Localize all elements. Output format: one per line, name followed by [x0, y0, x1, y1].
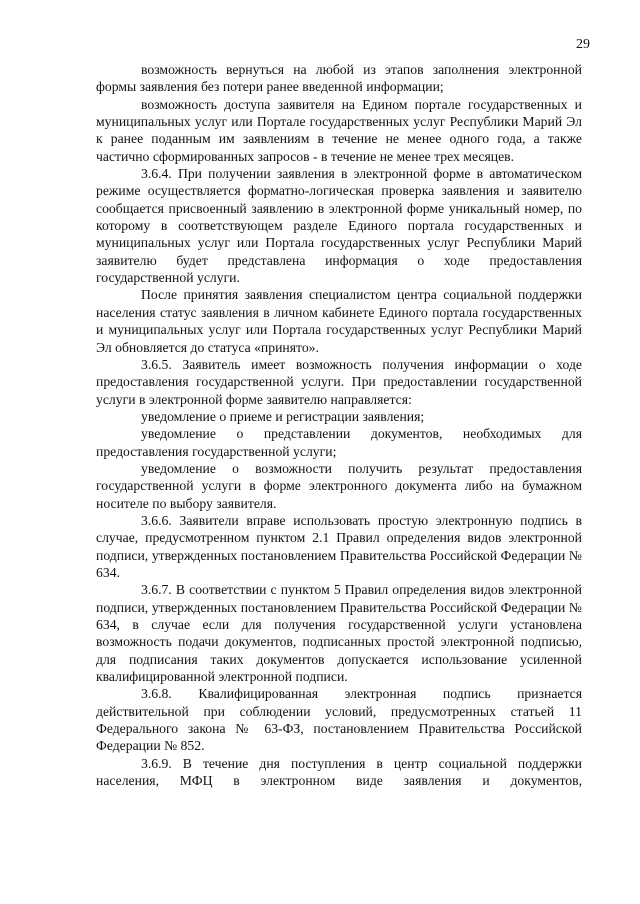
list-item-documents-notice: уведомление о представлении документов, необходимых для предоставления государственной услуги;	[96, 426, 582, 459]
paragraph-3-6-8: 3.6.8. Квалифицированная электронная подпись признается действительной при соблюдении условий, предусмотренных статьей 11 Федерального закона № 63-ФЗ, постановлением Правительства Российской Федерации № 852.	[96, 686, 582, 754]
paragraph-status-accepted: После принятия заявления специалистом центра социальной поддержки населения статус заявления в личном кабинете Единого портала государственных и муниципальных услуг или Портала государственных услуг Республики Марий Эл обновляется до статуса «принято».	[96, 287, 582, 355]
paragraph-3-6-7: 3.6.7. В соответствии с пунктом 5 Правил определения видов электронной подписи, утвержденных постановлением Правительства Российской Федерации № 634, в случае если для получения государственной услуги установлена возможность подачи документов, подписанных простой электронной подписью, для подписания таких документов допускается использование усиленной квалифицированной электронной подписи.	[96, 582, 582, 685]
paragraph-3-6-5: 3.6.5. Заявитель имеет возможность получения информации о ходе предоставления государственной услуги. При предоставлении государственной услуги в электронной форме заявителю направляется:	[96, 356, 582, 407]
document-body	[96, 61, 582, 789]
paragraph-3-6-9: 3.6.9. В течение дня поступления в центр социальной поддержки населения, МФЦ в электронном виде заявления и документов,	[96, 755, 582, 789]
page-number: 29	[576, 37, 590, 52]
paragraph-form-navigation: возможность вернуться на любой из этапов заполнения электронной формы заявления без потери ранее введенной информации;	[96, 62, 582, 95]
paragraph-3-6-4: 3.6.4. При получении заявления в электронной форме в автоматическом режиме осуществляется форматно-логическая проверка заявления и заявителю сообщается присвоенный заявлению в электронной форме уникальный номер, по которому в соответствующем разделе Единого портала государственных и муниципальных услуг или Портала государственных услуг Республики Марий заявителю будет представлена информация о ходе предоставления государственной услуги.	[96, 166, 582, 286]
list-item-result-notice: уведомление о возможности получить результат предоставления государственной услуги в форме электронного документа либо на бумажном носителе по выбору заявителя.	[96, 460, 582, 511]
paragraph-3-6-6: 3.6.6. Заявители вправе использовать простую электронную подпись в случае, предусмотренном пунктом 2.1 Правил определения видов электронной подписи, утвержденных постановлением Правительства Российской Федерации № 634.	[96, 512, 582, 580]
list-item-receipt-notice: уведомление о приеме и регистрации заявления;	[141, 408, 425, 424]
paragraph-access-to-applications: возможность доступа заявителя на Едином портале государственных и муниципальных услуг или Портале государственных услуг Республики Марий Эл к ранее поданным им заявлениям в течение не менее одного года, а также частично сформированных запросов - в течение не менее трех месяцев.	[96, 96, 582, 164]
